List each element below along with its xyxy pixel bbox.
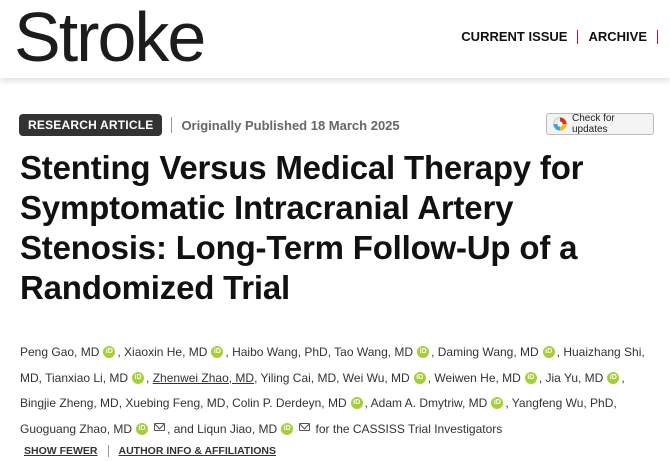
orcid-icon[interactable]: iD [351,397,363,409]
author-name[interactable]: Huaizhang Shi, MD [20,345,645,385]
author-name[interactable]: Xiaoxin He, MD [124,345,208,359]
links-divider [108,445,109,457]
article-title: Stenting Versus Medical Therapy for Symptomatic Intracranial Artery Stenosis: Long-Term Follow-Up of a Randomized Trial [20,149,584,306]
crossmark-icon [553,117,567,131]
orcid-icon[interactable]: iD [281,423,293,435]
nav-archive[interactable]: ARCHIVE [588,29,647,44]
top-nav [461,29,658,44]
author-name[interactable]: Tianxiao Li, MD [45,370,129,385]
orcid-icon[interactable]: iD [211,346,223,358]
author-name[interactable]: Zhenwei Zhao, MD [152,370,255,385]
author-name[interactable]: Adam A. Dmytriw, MD [370,396,488,410]
check-for-updates-label: Check for updates [571,113,615,135]
email-icon[interactable] [299,423,310,431]
author-info-link[interactable]: AUTHOR INFO & AFFILIATIONS [118,445,276,457]
author-name[interactable]: Colin P. Derdeyn, MD [232,396,347,410]
nav-divider [577,30,578,44]
author-links [24,445,276,457]
author-name[interactable]: Xuebing Feng, MD [125,396,226,410]
orcid-icon[interactable]: iD [414,372,426,384]
orcid-icon[interactable]: iD [103,346,115,358]
nav-current-issue[interactable]: CURRENT ISSUE [461,29,568,44]
author-name[interactable]: Jia Yu, MD [545,370,604,385]
email-icon[interactable] [154,423,165,431]
author-name[interactable]: Yangfeng Wu, PhD [511,396,614,410]
author-name[interactable]: Haibo Wang, PhD [232,345,328,359]
orcid-icon[interactable]: iD [491,397,503,409]
and-connector: , and [167,421,194,436]
article-meta [19,114,400,136]
author-name[interactable]: Wei Wu, MD [342,370,410,385]
nav-divider [657,30,658,44]
journal-logo[interactable]: Stroke [14,0,205,76]
author-list: Peng Gao, MD iD , Xiaoxin He, MD iD , Haibo Wang, PhD, Tao Wang, MD iD , Daming Wang, MD iD , Huaizhang Shi, MD, Tianxiao Li, MD iD , Zhenwei Zhao, MD, Yiling Cai, MD, Wei Wu, MD iD , Weiwen He, MD iD , Jia Yu, MD iD , Bingjie Zheng, MD, Xuebing Feng, MD, Colin P. Derdeyn, MD iD , Adam A. Dmytriw, MD iD , Yangfeng Wu, PhD, Guoguang Zhao, MD iD , and Liqun Jiao, MD iD for the CASSISS Trial Investigators [20,345,645,436]
author-name[interactable]: Weiwen He, MD [434,370,521,385]
author-name[interactable]: Peng Gao, MD [20,345,100,359]
author-name[interactable]: Bingjie Zheng, MD [20,396,119,410]
article-type-badge: RESEARCH ARTICLE [19,114,162,136]
publication-date: Originally Published 18 March 2025 [181,117,400,133]
orcid-icon[interactable]: iD [607,372,619,384]
author-name[interactable]: Tao Wang, MD [334,345,414,359]
orcid-icon[interactable]: iD [132,372,144,384]
orcid-icon[interactable]: iD [525,372,537,384]
orcid-icon[interactable]: iD [417,346,429,358]
show-fewer-link[interactable]: SHOW FEWER [24,445,98,457]
orcid-icon[interactable]: iD [543,346,555,358]
author-name[interactable]: Liqun Jiao, MD [197,421,278,436]
site-header [0,0,670,78]
trial-group: for the CASSISS Trial Investigators [315,421,503,436]
meta-divider [171,117,172,133]
author-name[interactable]: Daming Wang, MD [437,345,539,359]
author-name[interactable]: Guoguang Zhao, MD [20,421,133,436]
author-name[interactable]: Yiling Cai, MD [260,370,337,385]
orcid-icon[interactable]: iD [136,423,148,435]
check-for-updates-button[interactable] [546,113,654,135]
